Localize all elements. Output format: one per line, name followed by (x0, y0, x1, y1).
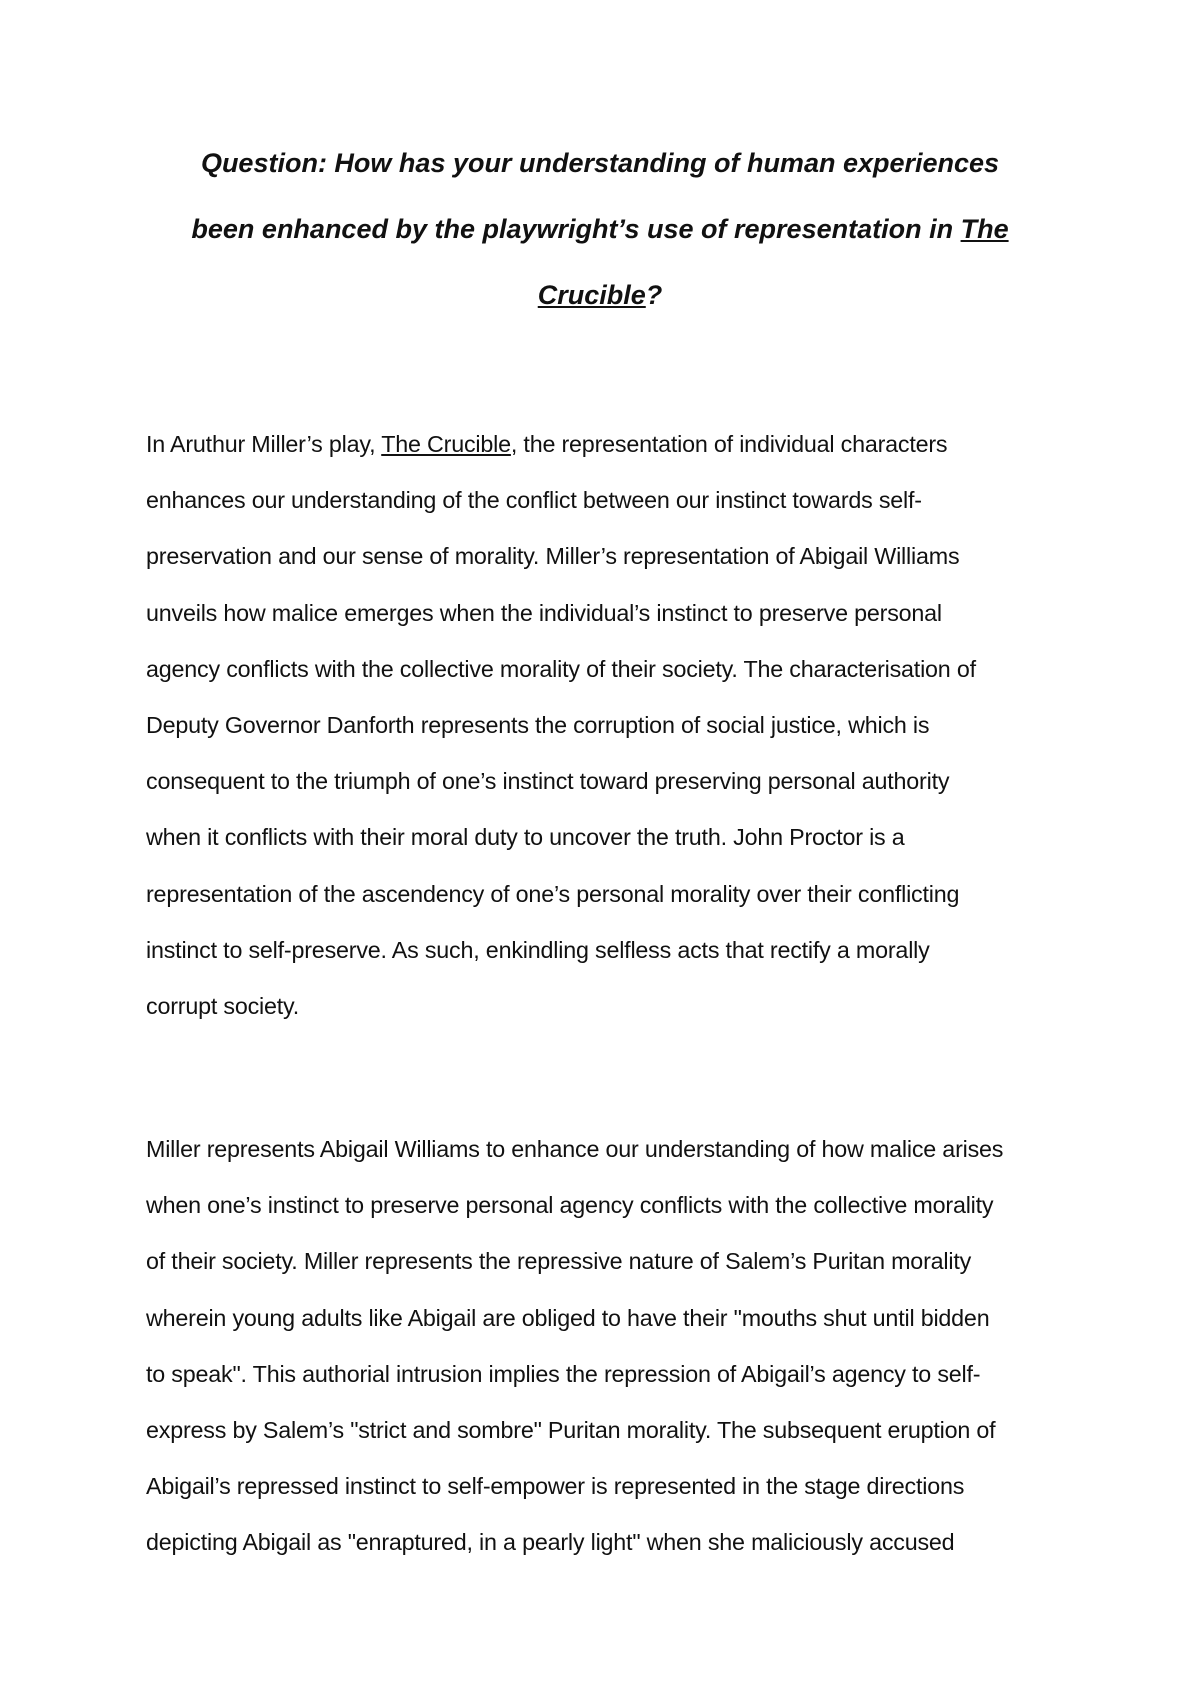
paragraph-line: agency conflicts with the collective morality of their society. The characterisation of (146, 655, 976, 682)
paragraph-line: Abigail’s repressed instinct to self-empower is represented in the stage directions (146, 1473, 965, 1500)
paragraph-line: when one’s instinct to preserve personal agency conflicts with the collective morality (146, 1192, 994, 1219)
paragraph-line: when it conflicts with their moral duty to uncover the truth. John Proctor is a (146, 824, 905, 851)
paragraph-line: Miller represents Abigail Williams to enhance our understanding of how malice arises (146, 1136, 1004, 1162)
essay-question-heading (140, 130, 1060, 328)
question-line-2 (191, 214, 1008, 244)
paragraph-line: preservation and our sense of morality. Miller’s representation of Abigail Williams (146, 543, 960, 570)
paragraph-line: instinct to self-preserve. As such, enkindling selfless acts that rectify a morally (146, 936, 930, 963)
paragraph-line: unveils how malice emerges when the individual’s instinct to preserve personal (146, 599, 942, 626)
paragraph-line: representation of the ascendency of one’s personal morality over their conflicting (146, 880, 960, 907)
question-title-part-1: The (960, 214, 1009, 244)
introduction-paragraph (146, 416, 1076, 1034)
paragraph-line: to speak". This authorial intrusion implies the repression of Abigail’s agency to self- (146, 1360, 981, 1387)
paragraph-line: corrupt society. (146, 993, 300, 1020)
paragraph-line: wherein young adults like Abigail are obliged to have their "mouths shut until bidden (146, 1304, 990, 1331)
intro-line-1-start: In Aruthur Miller’s play, (146, 431, 382, 457)
paragraph-line: Deputy Governor Danforth represents the corruption of social justice, which is (146, 712, 930, 739)
paragraph-line: consequent to the triumph of one’s instinct toward preserving personal authority (146, 768, 950, 795)
question-title-part-2: Crucible (537, 280, 646, 310)
question-line-2-text: been enhanced by the playwright’s use of representation in (191, 214, 961, 244)
play-title: The Crucible (381, 431, 511, 457)
question-line-1: Question: How has your understanding of human experiences (200, 148, 1000, 178)
paragraph-line: of their society. Miller represents the repressive nature of Salem’s Puritan morality (146, 1248, 972, 1275)
intro-line-1-end: , the representation of individual characters (510, 431, 948, 457)
body-paragraph-abigail (146, 1121, 1076, 1571)
paragraph-line (146, 416, 1076, 472)
paragraph-line: enhances our understanding of the conflict between our instinct towards self- (146, 487, 922, 514)
paragraph-line: depicting Abigail as "enraptured, in a pearly light" when she maliciously accused (146, 1529, 955, 1556)
paragraph-line: express by Salem’s "strict and sombre" Puritan morality. The subsequent eruption of (146, 1417, 996, 1444)
question-line-3 (538, 280, 663, 310)
question-mark: ? (645, 280, 663, 310)
